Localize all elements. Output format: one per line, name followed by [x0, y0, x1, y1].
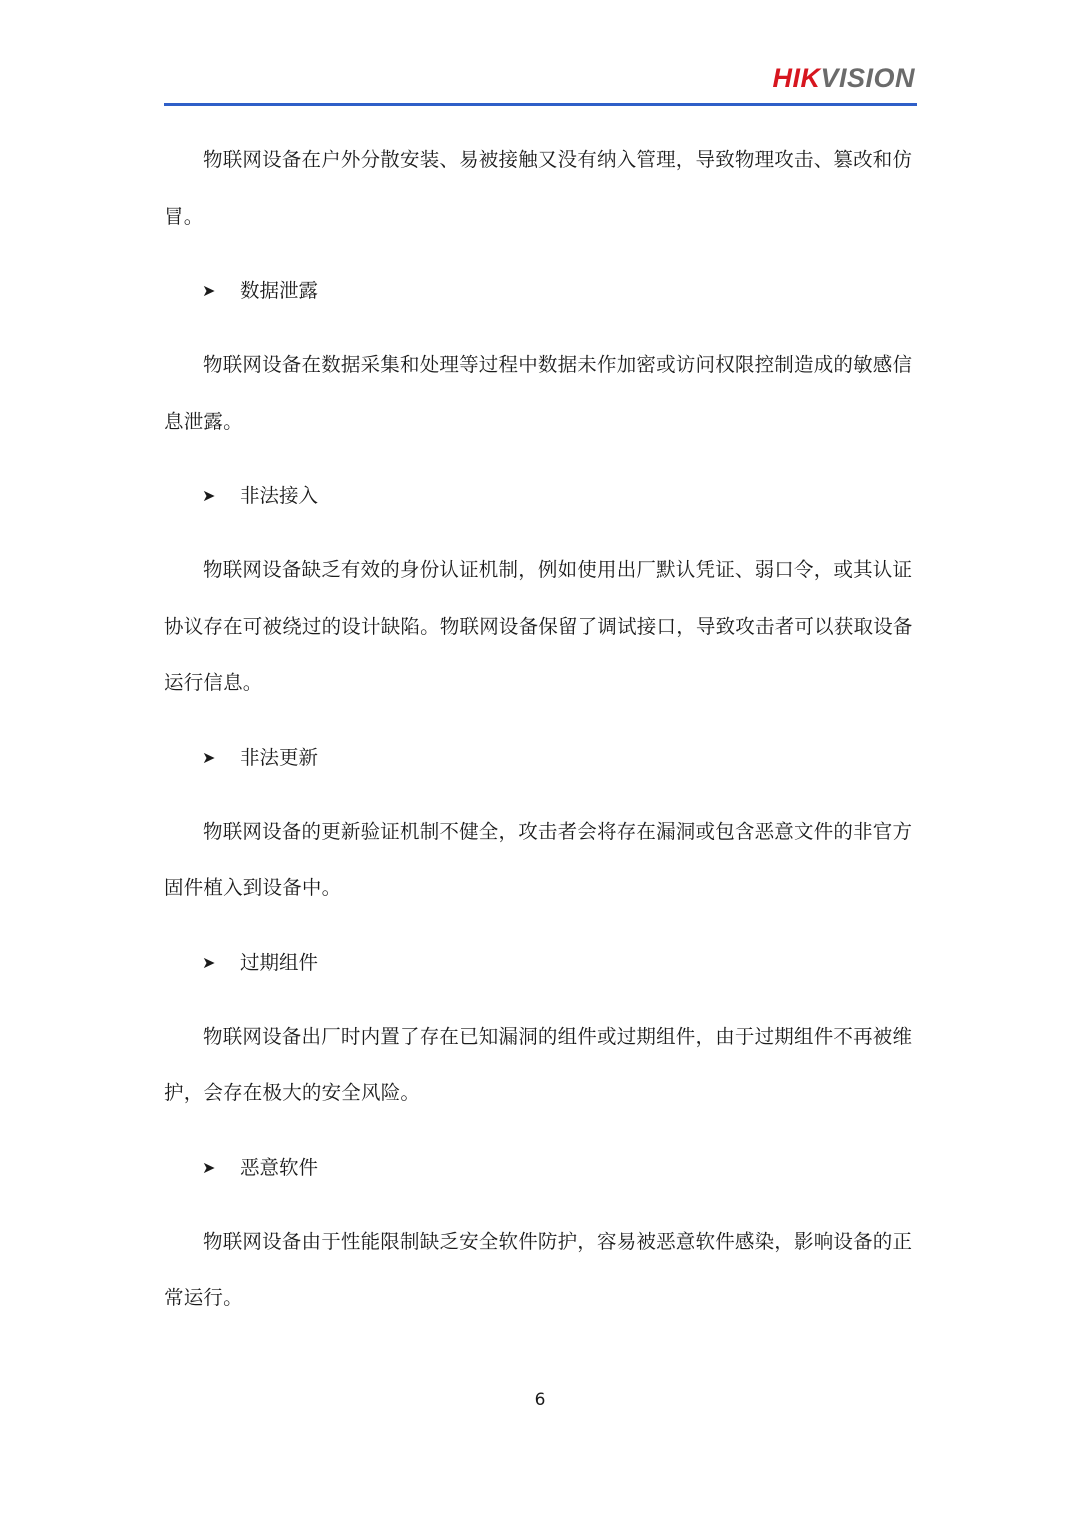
- arrow-bullet-icon: ➤: [202, 486, 216, 505]
- arrow-bullet-icon: ➤: [202, 952, 216, 972]
- header-rule: [164, 103, 917, 106]
- arrow-bullet-icon: ➤: [202, 1157, 216, 1177]
- document-body: [164, 132, 916, 1327]
- paragraph-data-leak: 物联网设备在数据采集和处理等过程中数据未作加密或访问权限控制造成的敏感信息泄露。: [164, 353, 913, 433]
- bullet-illegal-update: [164, 730, 916, 786]
- bullet-illegal-access: [164, 468, 916, 524]
- arrow-bullet-icon: ➤: [202, 747, 216, 767]
- arrow-bullet-icon: ➤: [202, 281, 216, 300]
- bullet-label: 非法接入: [240, 484, 319, 507]
- paragraph-physical-attack: 物联网设备在户外分散安装、易被接触又没有纳入管理，导致物理攻击、篡改和仿冒。: [164, 148, 913, 228]
- bullet-outdated-components: [164, 935, 916, 991]
- bullet-malware: [164, 1140, 916, 1196]
- bullet-label: 恶意软件: [240, 1155, 319, 1179]
- bullet-label: 非法更新: [240, 745, 319, 769]
- paragraph-outdated-components: 物联网设备出厂时内置了存在已知漏洞的组件或过期组件，由于过期组件不再被维护，会存在极大的安全风险。: [164, 1024, 913, 1104]
- logo-hik-text: HIK: [772, 62, 821, 93]
- bullet-data-leak: [164, 263, 916, 319]
- paragraph-malware: 物联网设备由于性能限制缺乏安全软件防护，容易被恶意软件感染，影响设备的正常运行。: [164, 1229, 913, 1309]
- bullet-label: 过期组件: [240, 950, 319, 974]
- bullet-label: 数据泄露: [240, 279, 319, 302]
- hikvision-logo: [772, 62, 915, 94]
- page-number: 6: [534, 1390, 546, 1410]
- paragraph-illegal-access: 物联网设备缺乏有效的身份认证机制，例如使用出厂默认凭证、弱口令，或其认证协议存在可被绕过的设计缺陷。物联网设备保留了调试接口，导致攻击者可以获取设备运行信息。: [164, 558, 913, 694]
- paragraph-illegal-update: 物联网设备的更新验证机制不健全，攻击者会将存在漏洞或包含恶意文件的非官方固件植入到设备中。: [164, 819, 913, 899]
- logo-vision-text: VISION: [820, 62, 915, 93]
